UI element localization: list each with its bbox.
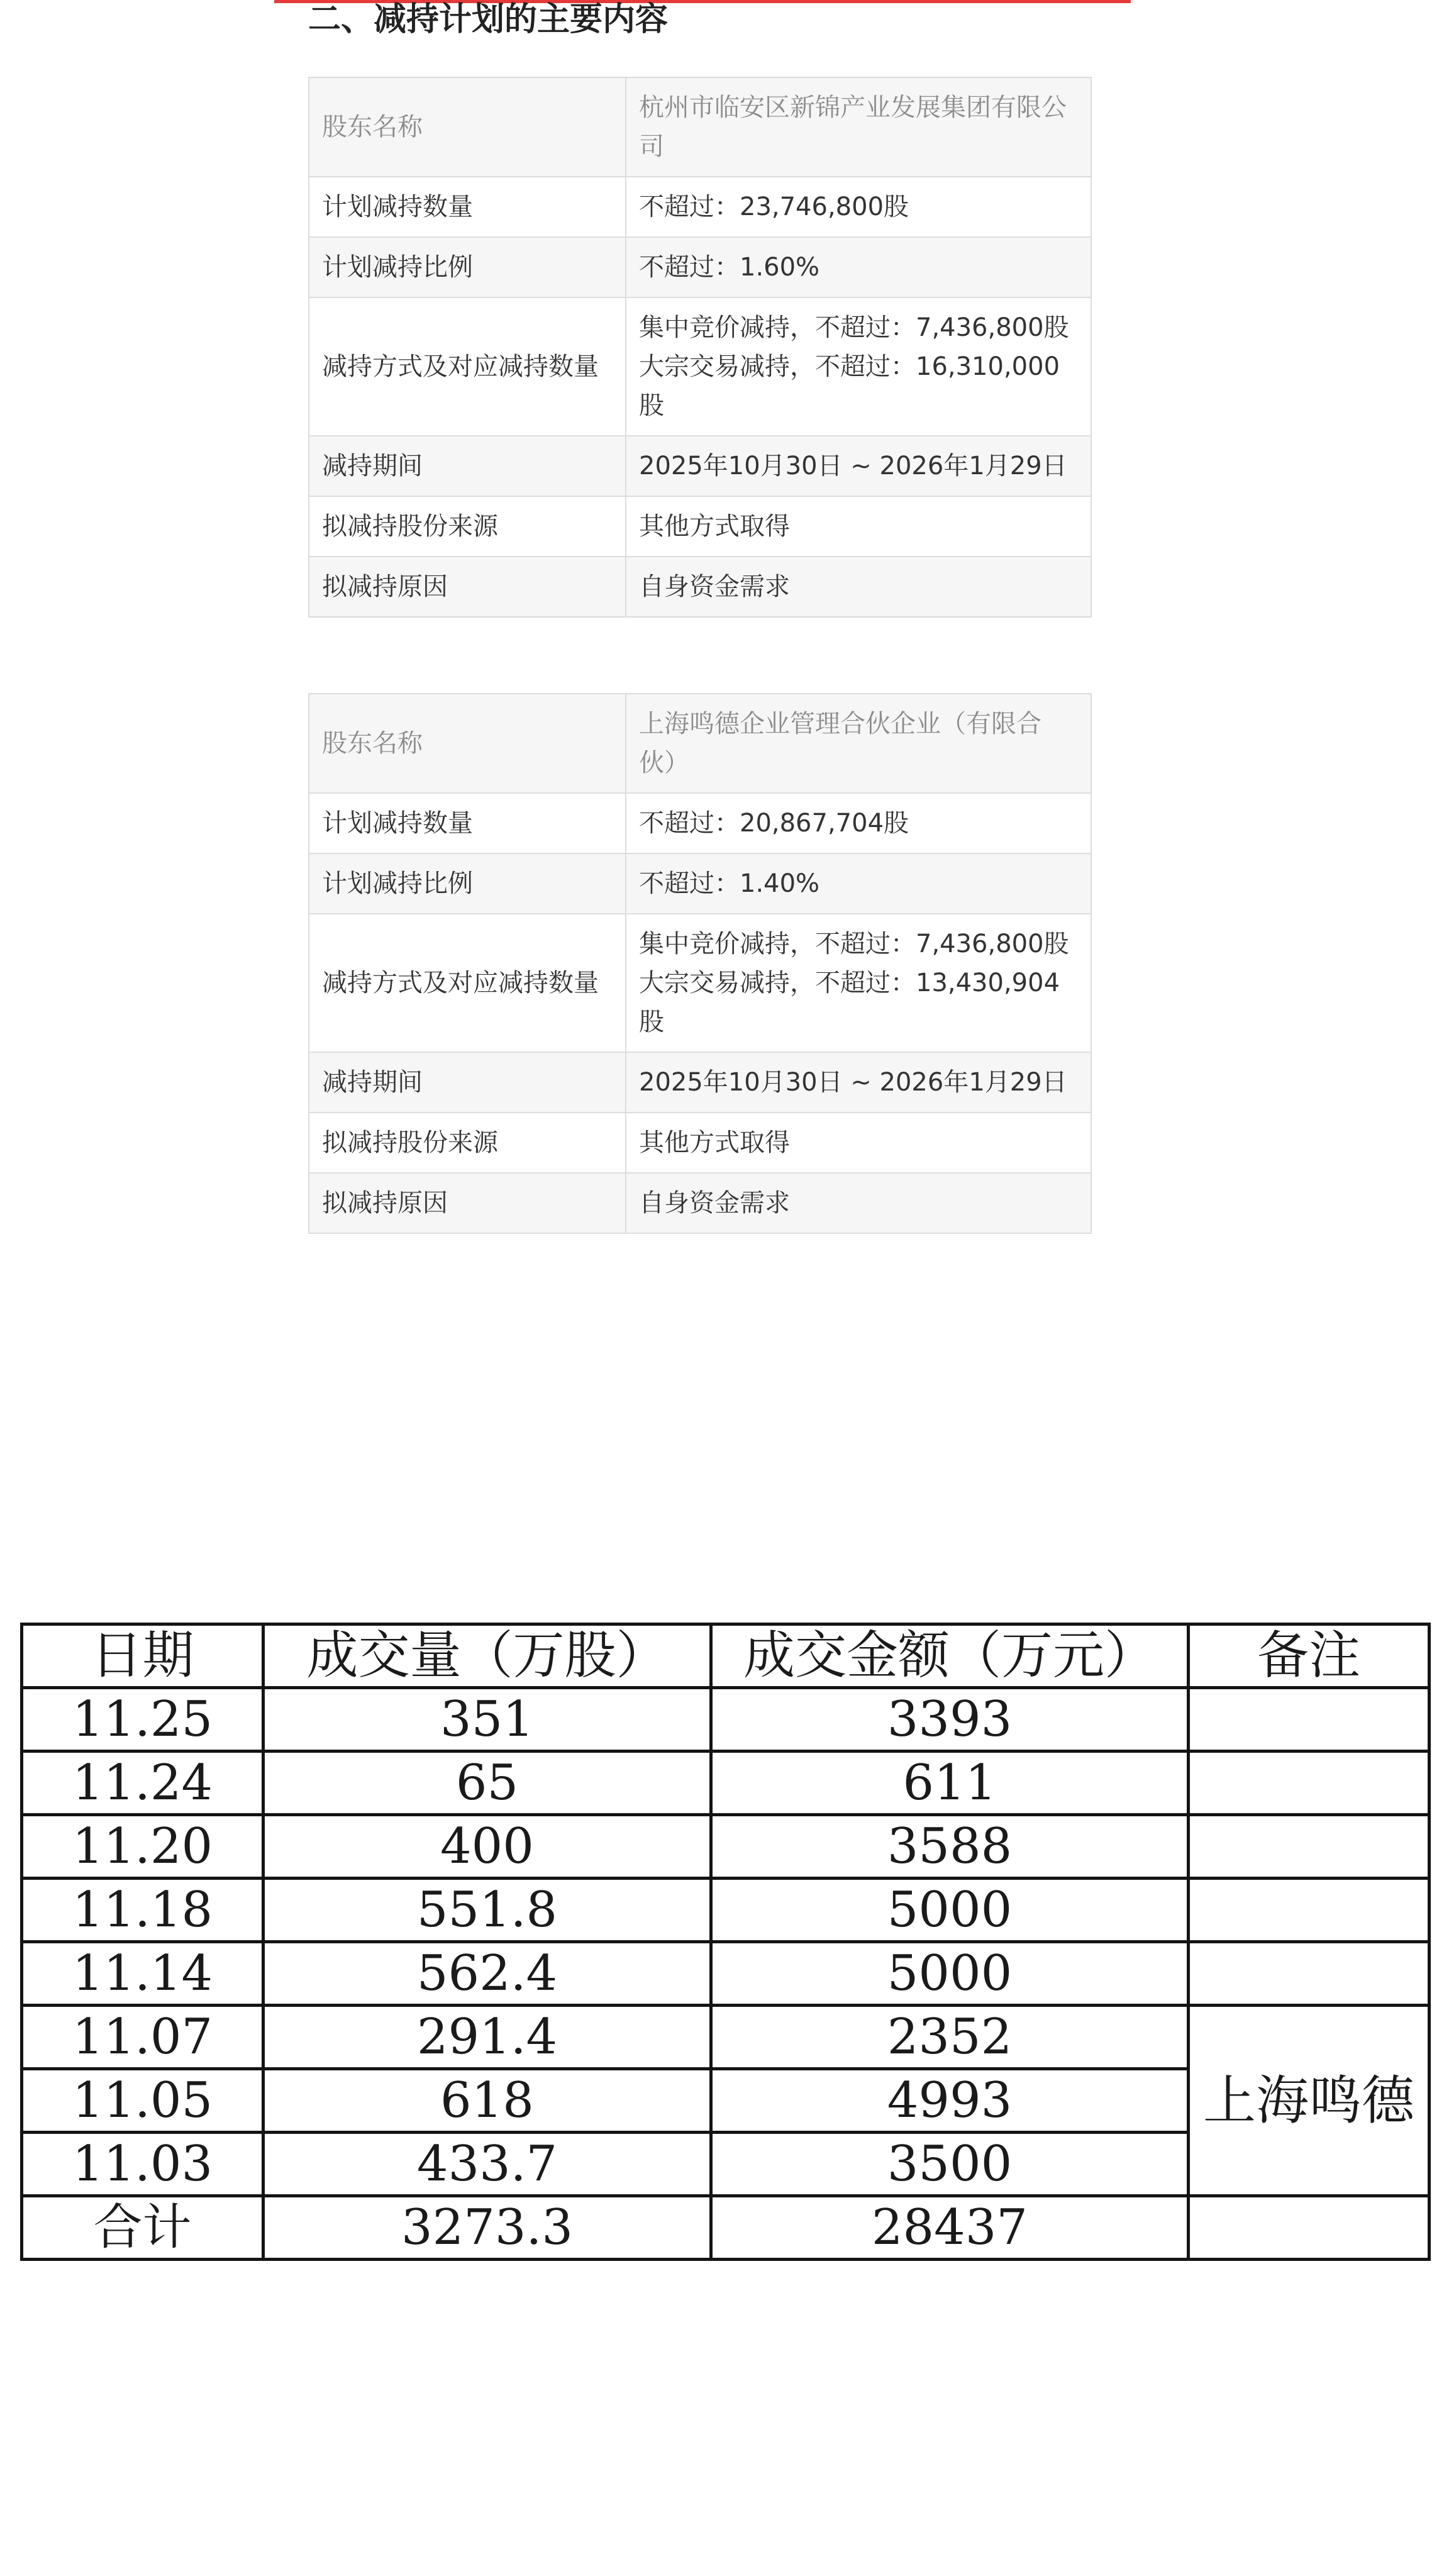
row-label: 计划减持数量 xyxy=(309,177,626,237)
table-row xyxy=(309,297,1091,436)
row-label: 计划减持数量 xyxy=(309,793,626,853)
cell-amount: 611 xyxy=(711,1752,1189,1815)
cell-note xyxy=(1189,2196,1430,2260)
cell-total-amount: 28437 xyxy=(711,2196,1189,2260)
row-label: 减持期间 xyxy=(309,1052,626,1113)
row-label: 计划减持比例 xyxy=(309,237,626,297)
table-row xyxy=(22,1752,1430,1815)
table-row xyxy=(309,177,1091,237)
cell-note xyxy=(1189,1752,1430,1815)
column-header-amount: 成交金额（万元） xyxy=(711,1624,1189,1688)
trade-summary-table xyxy=(20,1623,1431,2261)
table-row xyxy=(309,557,1091,617)
cell-volume: 433.7 xyxy=(264,2133,711,2196)
table-row xyxy=(22,1879,1430,1942)
cell-volume: 551.8 xyxy=(264,1879,711,1942)
cell-note xyxy=(1189,1879,1430,1942)
cell-amount: 2352 xyxy=(711,2006,1189,2069)
row-value: 自身资金需求 xyxy=(626,557,1091,617)
table-row xyxy=(22,2006,1430,2069)
row-value: 自身资金需求 xyxy=(626,1173,1091,1233)
reduction-plan-table-2 xyxy=(308,693,1092,1234)
row-label: 拟减持股份来源 xyxy=(309,496,626,557)
cell-volume: 400 xyxy=(264,1815,711,1879)
column-header-note: 备注 xyxy=(1189,1624,1430,1688)
row-value: 不超过：1.60% xyxy=(626,237,1091,297)
table-row xyxy=(309,914,1091,1052)
row-value: 其他方式取得 xyxy=(626,496,1091,557)
row-value: 2025年10月30日 ~ 2026年1月29日 xyxy=(626,436,1091,496)
cell-date: 11.07 xyxy=(22,2006,264,2069)
table-header-row xyxy=(22,1624,1430,1688)
row-value xyxy=(626,914,1091,1052)
cell-amount: 3500 xyxy=(711,2133,1189,2196)
table-row xyxy=(309,1052,1091,1113)
table-row xyxy=(22,1688,1430,1752)
row-label: 股东名称 xyxy=(309,77,626,177)
shareholder-name: 上海鸣德企业管理合伙企业（有限合伙） xyxy=(626,694,1091,793)
table-row xyxy=(309,1173,1091,1233)
table-row xyxy=(309,77,1091,177)
reduction-plan-table-1 xyxy=(308,77,1092,618)
table-row xyxy=(22,1942,1430,2006)
row-value: 其他方式取得 xyxy=(626,1113,1091,1173)
value-line: 大宗交易减持，不超过：13,430,904股 xyxy=(639,969,1060,1036)
table-row xyxy=(309,853,1091,914)
cell-amount: 3588 xyxy=(711,1815,1189,1879)
table-row xyxy=(309,793,1091,853)
cell-total-volume: 3273.3 xyxy=(264,2196,711,2260)
table-row xyxy=(309,1113,1091,1173)
cell-volume: 351 xyxy=(264,1688,711,1752)
row-value: 不超过：1.40% xyxy=(626,853,1091,914)
cell-date: 11.20 xyxy=(22,1815,264,1879)
cell-date: 11.25 xyxy=(22,1688,264,1752)
table-row xyxy=(309,496,1091,557)
table-row xyxy=(22,1815,1430,1879)
cell-date: 11.18 xyxy=(22,1879,264,1942)
row-value: 不超过：20,867,704股 xyxy=(626,793,1091,853)
value-line: 集中竞价减持，不超过：7,436,800股 xyxy=(639,930,1069,958)
row-label: 股东名称 xyxy=(309,694,626,793)
table-row xyxy=(309,237,1091,297)
cell-date: 11.14 xyxy=(22,1942,264,2006)
row-label: 减持期间 xyxy=(309,436,626,496)
value-line: 集中竞价减持，不超过：7,436,800股 xyxy=(639,313,1069,342)
row-label: 减持方式及对应减持数量 xyxy=(309,297,626,436)
cell-amount: 5000 xyxy=(711,1942,1189,2006)
section-heading: 二、减持计划的主要内容 xyxy=(308,1,669,38)
cell-volume: 618 xyxy=(264,2069,711,2133)
row-label: 计划减持比例 xyxy=(309,853,626,914)
shareholder-name: 杭州市临安区新锦产业发展集团有限公司 xyxy=(626,77,1091,177)
row-value: 2025年10月30日 ~ 2026年1月29日 xyxy=(626,1052,1091,1113)
row-label: 拟减持原因 xyxy=(309,1173,626,1233)
value-line: 大宗交易减持，不超过：16,310,000股 xyxy=(639,352,1060,420)
table-row xyxy=(309,694,1091,793)
row-label: 减持方式及对应减持数量 xyxy=(309,914,626,1052)
cell-amount: 3393 xyxy=(711,1688,1189,1752)
column-header-volume: 成交量（万股） xyxy=(264,1624,711,1688)
cell-amount: 5000 xyxy=(711,1879,1189,1942)
table-row xyxy=(309,436,1091,496)
column-header-date: 日期 xyxy=(22,1624,264,1688)
cell-date: 11.05 xyxy=(22,2069,264,2133)
cell-total-label: 合计 xyxy=(22,2196,264,2260)
cell-note-merged: 上海鸣德 xyxy=(1189,2006,1430,2196)
table-total-row xyxy=(22,2196,1430,2260)
cell-volume: 562.4 xyxy=(264,1942,711,2006)
row-label: 拟减持原因 xyxy=(309,557,626,617)
row-label: 拟减持股份来源 xyxy=(309,1113,626,1173)
cell-amount: 4993 xyxy=(711,2069,1189,2133)
cell-date: 11.24 xyxy=(22,1752,264,1815)
cell-note xyxy=(1189,1688,1430,1752)
row-value xyxy=(626,297,1091,436)
cell-volume: 291.4 xyxy=(264,2006,711,2069)
row-value: 不超过：23,746,800股 xyxy=(626,177,1091,237)
cell-note xyxy=(1189,1942,1430,2006)
cell-volume: 65 xyxy=(264,1752,711,1815)
cell-date: 11.03 xyxy=(22,2133,264,2196)
cell-note xyxy=(1189,1815,1430,1879)
